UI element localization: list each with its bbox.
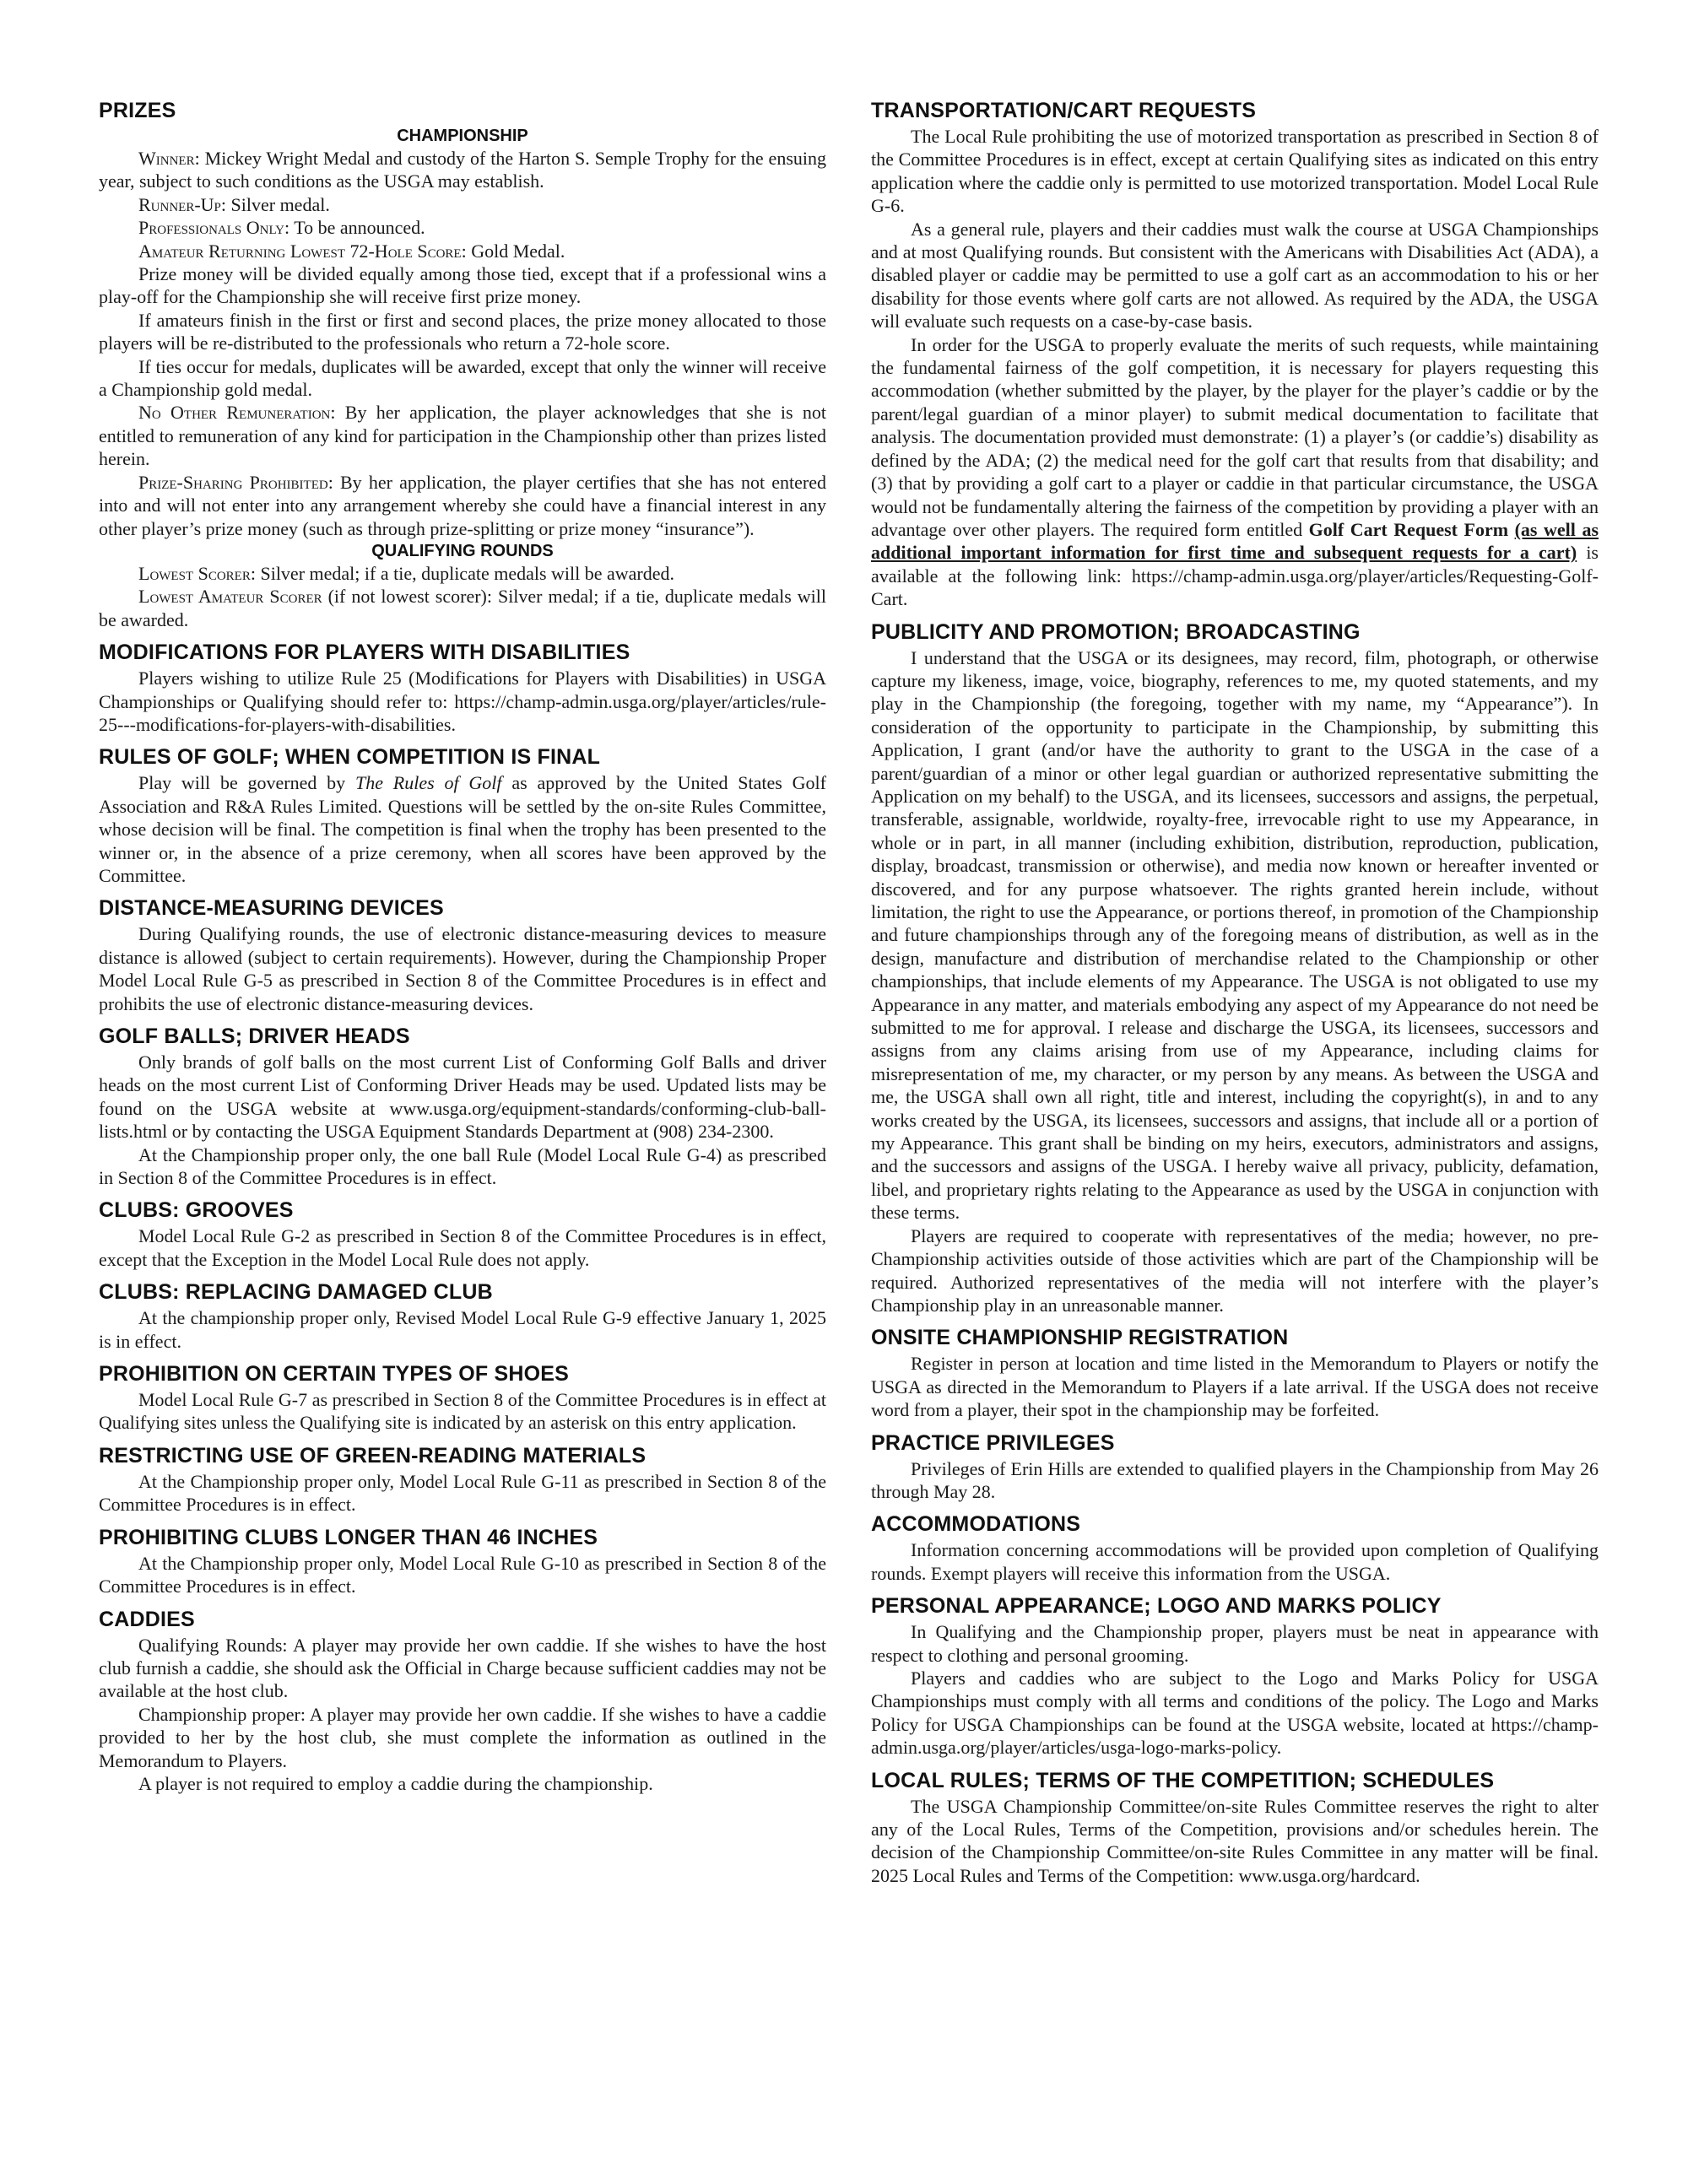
prize-money-paragraph: Prize money will be divided equally among those tied, except that if a professional wins a play-off for the Championship she will receive first prize money. bbox=[99, 263, 826, 308]
winner-paragraph bbox=[99, 147, 826, 193]
rules-text-b: as approved by the United States Golf Association and R&A Rules Limited. Questions will be settled by the on-site Rules Committee, whose decision will be final. The competition is final when the trophy has been presented to the winner or, in the absence of a prize ceremony, when all scores have been approved by the Committee. bbox=[99, 772, 826, 886]
runnerup-text: Silver medal. bbox=[226, 193, 330, 215]
modifications-paragraph: Players wishing to utilize Rule 25 (Modifications for Players with Disabilities) in USGA Championships or Qualifying should refer to: https://champ-admin.usga.org/player/articles/rule-25---modifications-for-players-with-disabilities. bbox=[99, 668, 826, 735]
transportation-text-a: In order for the USGA to properly evaluate the merits of such requests, while maintaining the fundamental fairness of the golf competition, it is necessary for players requesting this accommodation (whether submitted by the player, by the player for the player’s caddie or by the parent/legal guardian of a minor player) to submit medical documentation to facilitate that analysis. The documentation provided must demonstrate: (1) a player’s (or caddie’s) disability as defined by the ADA; (2) the medical need for the golf cart that results from that disability; and (3) that by providing a golf cart to a player or caddie in that particular circumstance, the USGA would not be fundamentally altering the fairness of the competition by providing a player with an advantage over other players. The required form entitled bbox=[871, 333, 1599, 540]
caddies-heading: CADDIES bbox=[99, 1607, 195, 1631]
lowest-scorer-label: Lowest Scorer: bbox=[138, 562, 256, 584]
publicity-paragraph-2: Players are required to cooperate with representatives of the media; however, no pre-Championship activities outside of those activities which are part of the Championship will be required. Authorized representatives of the media will not interfere with the player’s Championship play in an unreasonable manner. bbox=[871, 1224, 1599, 1316]
no-other-remuneration-paragraph bbox=[99, 401, 826, 470]
transportation-paragraph-1: The Local Rule prohibiting the use of motorized transportation as prescribed in Section 8 of the Committee Procedures is in effect, except at certain Qualifying sites as indicated on this entry application where the caddie only is permitted to use motorized transportation. Model Local Rule G-6. bbox=[871, 126, 1599, 217]
amateur-label: Amateur Returning Lowest 72-Hole Score: bbox=[138, 240, 467, 262]
caddies-paragraph-3: A player is not required to employ a caddie during the championship. bbox=[138, 1772, 653, 1794]
transportation-paragraph-2: As a general rule, players and their caddies must walk the course at USGA Championships and at most Qualifying rounds. But consistent with the Americans with Disabilities Act (ADA), a disabled player or caddie may be permitted to use a golf cart as an accommodation to his or her disability for those events where golf carts are not allowed. As required by the ADA, the USGA will evaluate such requests on a case-by-case basis. bbox=[871, 218, 1599, 332]
practice-privileges-heading: PRACTICE PRIVILEGES bbox=[871, 1430, 1115, 1455]
prize-ties-paragraph: If ties occur for medals, duplicates will be awarded, except that only the winner will receive a Championship gold medal. bbox=[99, 355, 826, 401]
personal-appearance-paragraph-1: In Qualifying and the Championship proper, players must be neat in appearance with respect to clothing and personal grooming. bbox=[871, 1621, 1599, 1666]
local-rules-heading: LOCAL RULES; TERMS OF THE COMPETITION; SCHEDULES bbox=[871, 1768, 1495, 1792]
golf-balls-paragraph-2: At the Championship proper only, the one ball Rule (Model Local Rule G-4) as prescribed in Section 8 of the Committee Procedures is in effect. bbox=[99, 1143, 826, 1189]
golf-cart-form-link[interactable]: (as well as additional important information for first time and subsequent requests for a cart) bbox=[871, 518, 1599, 564]
shoes-paragraph: Model Local Rule G-7 as prescribed in Section 8 of the Committee Procedures is in effect at Qualifying sites unless the Qualifying site is indicated by an asterisk on this entry application. bbox=[99, 1389, 826, 1434]
publicity-heading: PUBLICITY AND PROMOTION; BROADCASTING bbox=[871, 619, 1361, 644]
practice-privileges-paragraph: Privileges of Erin Hills are extended to qualified players in the Championship from May 26 through May 28. bbox=[871, 1457, 1599, 1502]
lowest-amateur-paragraph bbox=[99, 585, 826, 631]
professionals-label: Professionals Only: bbox=[138, 217, 290, 239]
amateur-text: Gold Medal. bbox=[466, 240, 565, 262]
right-column bbox=[871, 98, 1599, 1887]
winner-text: Mickey Wright Medal and custody of the Harton S. Semple Trophy for the ensuing year, subject to such conditions as the USGA may establish. bbox=[99, 148, 826, 192]
amateur-paragraph bbox=[99, 240, 826, 262]
rules-of-golf-title: The Rules of Golf bbox=[355, 772, 502, 794]
publicity-paragraph-1: I understand that the USGA or its designees, may record, film, photograph, or otherwise capture my likeness, image, voice, biography, references to me, my quoted statements, and my play in the Championship (the foregoing, together with my name, my “Appearance”). In consideration of the opportunity to participate in the Championship, by submitting this Application, I grant (and/or have the authority to grant to the USGA in the case of a parent/guardian of a minor or other legal guardian or authorized representative submitting the Application on my behalf) to the USGA, and its licensees, successors and assigns, the perpetual, transferable, assignable, worldwide, royalty-free, irrevocable right to use my Appearance, in whole or in part, in all manner (including exhibition, distribution, reproduction, publication, display, broadcast, transmission or otherwise), and media now known or hereafter invented or discovered, and for any purpose whatsoever. The rights granted herein include, without limitation, the right to use the Appearance, or portions thereof, in promotion of the Championship and future championships through any of the foregoing means of distribution, as well as in the design, manufacture and distribution of merchandise related to the Championship or other championships, that include elements of my Appearance. The USGA is not obligated to use my Appearance in any matter, and materials embodying any aspect of my Appearance do not need be submitted to me for approval. I release and discharge the USGA, its licensees, successors and assigns from any claims arising from use of my Appearance, including claims for misrepresentation of me, my character, or my person by any means. As between the USGA and me, the USGA shall own all right, title and interest, including the copyright(s), in and to any works created by the USGA, its licensees, successors and assigns, that include all or a portion of my Appearance. This grant shall be binding on my heirs, executors, administrators and assigns, and the successors and assigns of the USGA. I hereby waive all privacy, publicity, defamation, libel, and proprietary rights relating to the Appearance as used by the USGA in conjunction with these terms. bbox=[871, 646, 1599, 1224]
grooves-heading: CLUBS: GROOVES bbox=[99, 1198, 294, 1223]
onsite-registration-heading: ONSITE CHAMPIONSHIP REGISTRATION bbox=[871, 1326, 1289, 1350]
no-other-remuneration-text: By her application, the player acknowledges that she is not entitled to remuneration of any kind for participation in the Championship other than prizes listed herein. bbox=[99, 402, 827, 470]
local-rules-paragraph: The USGA Championship Committee/on-site Rules Committee reserves the right to alter any of the Local Rules, Terms of the Competition, provisions and/or schedules herein. The decision of the Championship Committee/on-site Rules Committee in any matter will be final. 2025 Local Rules and Terms of the Competition: www.usga.org/hardcard. bbox=[871, 1795, 1599, 1886]
left-column bbox=[99, 98, 826, 1795]
golf-balls-heading: GOLF BALLS; DRIVER HEADS bbox=[99, 1024, 410, 1048]
grooves-paragraph: Model Local Rule G-2 as prescribed in Section 8 of the Committee Procedures is in effect, except that the Exception in the Model Local Rule does not apply. bbox=[99, 1225, 826, 1270]
rules-text-a: Play will be governed by bbox=[138, 772, 355, 794]
accommodations-heading: ACCOMMODATIONS bbox=[871, 1512, 1081, 1537]
prizes-heading: PRIZES bbox=[99, 99, 176, 122]
rules-heading: RULES OF GOLF; WHEN COMPETITION IS FINAL bbox=[99, 745, 601, 770]
damaged-club-heading: CLUBS: REPLACING DAMAGED CLUB bbox=[99, 1280, 493, 1305]
personal-appearance-paragraph-2: Players and caddies who are subject to the Logo and Marks Policy for USGA Championships must comply with all terms and conditions of the policy. The Logo and Marks Policy for USGA Championships can be found at the USGA website, located at https://champ-admin.usga.org/player/articles/usga-logo-marks-policy. bbox=[871, 1667, 1599, 1759]
damaged-club-paragraph: At the championship proper only, Revised Model Local Rule G-9 effective January 1, 2025 is in effect. bbox=[99, 1307, 826, 1352]
golf-cart-form-title: Golf Cart Request Form bbox=[1308, 518, 1515, 540]
prize-redistribution-paragraph: If amateurs finish in the first or first and second places, the prize money allocated to those players will be re-distributed to the professionals who return a 72-hole score. bbox=[99, 309, 826, 354]
lowest-amateur-text: (if not lowest scorer): Silver medal; if a tie, duplicate medals will be awarded. bbox=[99, 586, 827, 630]
lowest-scorer-paragraph bbox=[99, 562, 826, 585]
green-reading-paragraph: At the Championship proper only, Model Local Rule G-11 as prescribed in Section 8 of the Committee Procedures is in effect. bbox=[99, 1470, 826, 1516]
prize-sharing-label: Prize-Sharing Prohibited: bbox=[138, 471, 333, 493]
qualifying-subheading: QUALIFYING ROUNDS bbox=[371, 541, 554, 560]
long-clubs-heading: PROHIBITING CLUBS LONGER THAN 46 INCHES bbox=[99, 1525, 598, 1549]
distance-devices-heading: DISTANCE-MEASURING DEVICES bbox=[99, 896, 444, 921]
modifications-heading: MODIFICATIONS FOR PLAYERS WITH DISABILITIES bbox=[99, 641, 630, 665]
runnerup-paragraph bbox=[99, 193, 826, 216]
green-reading-heading: RESTRICTING USE OF GREEN-READING MATERIALS bbox=[99, 1443, 647, 1468]
accommodations-paragraph: Information concerning accommodations will be provided upon completion of Qualifying rounds. Exempt players will receive this information from the USGA. bbox=[871, 1539, 1599, 1584]
no-other-remuneration-label: No Other Remuneration: bbox=[138, 402, 336, 424]
long-clubs-paragraph: At the Championship proper only, Model Local Rule G-10 as prescribed in Section 8 of the Committee Procedures is in effect. bbox=[99, 1552, 826, 1597]
professionals-paragraph bbox=[99, 216, 826, 239]
transportation-paragraph-3 bbox=[871, 333, 1599, 611]
winner-label: Winner: bbox=[138, 148, 200, 169]
transportation-heading: TRANSPORTATION/CART REQUESTS bbox=[871, 99, 1257, 122]
prize-sharing-text: By her application, the player certifies that she has not entered into and will not enter into any arrangement whereby she could have a financial interest in any other player’s prize money (such as through prize-splitting or prize money “insurance”). bbox=[99, 471, 827, 539]
transportation-text-b: is available at the following link: https://champ-admin.usga.org/player/articles/Requesting-Golf-Cart. bbox=[871, 542, 1599, 610]
personal-appearance-heading: PERSONAL APPEARANCE; LOGO AND MARKS POLICY bbox=[871, 1594, 1442, 1619]
championship-subheading: CHAMPIONSHIP bbox=[397, 127, 528, 145]
caddies-paragraph-1: Qualifying Rounds: A player may provide her own caddie. If she wishes to have the host club furnish a caddie, she should ask the Official in Charge because sufficient caddies may not be available at the host club. bbox=[99, 1634, 826, 1702]
caddies-paragraph-2: Championship proper: A player may provide her own caddie. If she wishes to have a caddie provided to her by the host club, she must complete the information as outlined in the Memorandum to Players. bbox=[99, 1703, 826, 1771]
lowest-scorer-text: Silver medal; if a tie, duplicate medals will be awarded. bbox=[255, 562, 675, 584]
golf-balls-paragraph-1: Only brands of golf balls on the most current List of Conforming Golf Balls and driver heads on the most current List of Conforming Driver Heads may be used. Updated lists may be found on the USGA website at www.usga.org/equipment-standards/conforming-club-ball-lists.html or by contacting the USGA Equipment Standards Department at (908) 234-2300. bbox=[99, 1051, 826, 1143]
distance-devices-paragraph: During Qualifying rounds, the use of electronic distance-measuring devices to measure distance is allowed (subject to certain requirements). However, during the Championship Proper Model Local Rule G-5 as prescribed in Section 8 of the Committee Procedures is in effect and prohibits the use of electronic distance-measuring devices. bbox=[99, 923, 826, 1014]
runnerup-label: Runner-Up: bbox=[138, 193, 227, 215]
rules-paragraph bbox=[99, 771, 826, 887]
professionals-text: To be announced. bbox=[289, 217, 425, 239]
lowest-amateur-label: Lowest Amateur Scorer bbox=[138, 586, 322, 608]
onsite-registration-paragraph: Register in person at location and time listed in the Memorandum to Players or notify the USGA as directed in the Memorandum to Players if a late arrival. If the USGA does not receive word from a player, their spot in the championship may be forfeited. bbox=[871, 1353, 1599, 1421]
shoes-heading: PROHIBITION ON CERTAIN TYPES OF SHOES bbox=[99, 1362, 569, 1387]
prize-sharing-paragraph bbox=[99, 471, 826, 540]
